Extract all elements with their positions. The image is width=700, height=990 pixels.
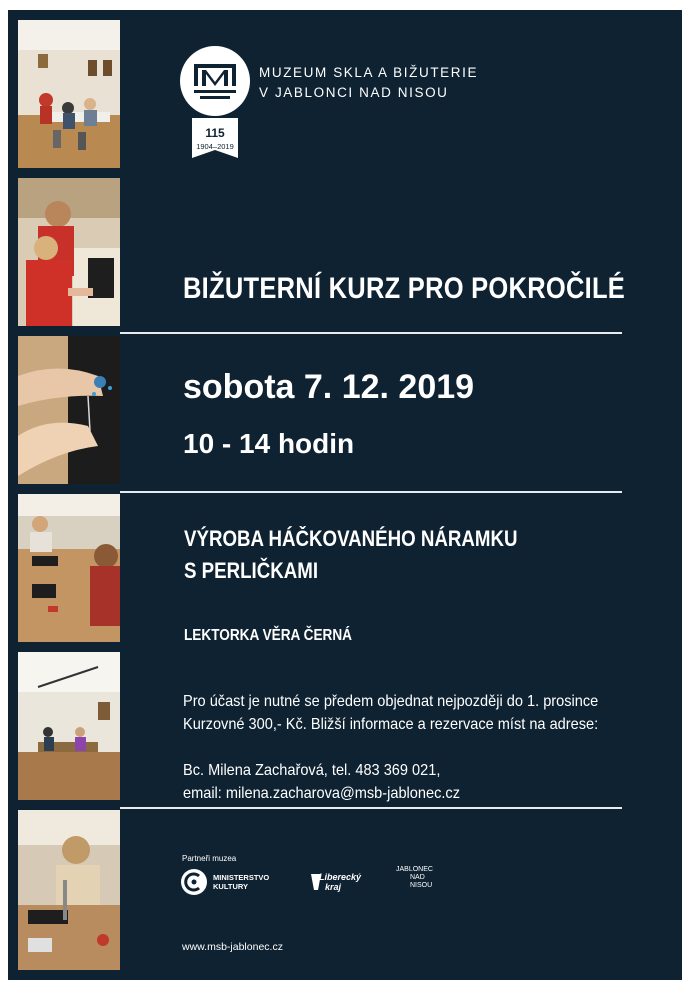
- poster: [8, 10, 682, 980]
- museum-name: [259, 63, 478, 103]
- divider: [120, 491, 622, 493]
- region-line1: Liberecký: [319, 872, 362, 882]
- info-line2: Kurzovné 300,- Kč. Bližší informace a rezervace míst na adrese:: [183, 716, 599, 733]
- ministry-line1: MINISTERSTVO: [213, 873, 270, 882]
- city-line3: NISOU: [410, 882, 433, 889]
- info-text: [183, 690, 598, 805]
- anniversary-number: 115: [205, 126, 225, 140]
- divider: [120, 807, 622, 809]
- divider: [120, 332, 622, 334]
- region-line2: kraj: [325, 882, 342, 892]
- website-link[interactable]: www.msb-jablonec.cz: [182, 941, 283, 953]
- partners-label: Partneři muzea: [182, 854, 237, 863]
- hands-beading-photo: [18, 336, 120, 484]
- workshop-name: [184, 523, 517, 587]
- museum-name-line1: MUZEUM SKLA A BIŽUTERIE: [259, 65, 479, 80]
- museum-name-line2: V JABLONCI NAD NISOU: [259, 85, 449, 100]
- lecturer: LEKTORKA VĚRA ČERNÁ: [184, 627, 352, 644]
- event-title: BIŽUTERNÍ KURZ PRO POKROČILÉ: [183, 272, 626, 305]
- event-date: sobota 7. 12. 2019: [183, 368, 475, 406]
- ministry-emblem-icon: [180, 868, 208, 896]
- anniversary-years: 1904–2019: [196, 142, 234, 151]
- city-line1: JABLONEC: [396, 866, 433, 873]
- women-beading-photo: [18, 178, 120, 326]
- gallery-room-photo: [18, 652, 120, 800]
- contact-email[interactable]: email: milena.zacharova@msb-jablonec.cz: [183, 785, 460, 802]
- workshop-room-photo: [18, 20, 120, 168]
- info-line1: Pro účast je nutné se předem objednat nejpozději do 1. prosince: [183, 693, 599, 710]
- ministry-line2: KULTURY: [213, 882, 248, 891]
- contact-line1: Bc. Milena Zachařová, tel. 483 369 021,: [183, 762, 441, 779]
- workshop-line1: VÝROBA HÁČKOVANÉHO NÁRAMKU: [184, 526, 518, 551]
- woman-at-bench-photo: [18, 810, 120, 970]
- table-workshop-photo: [18, 494, 120, 642]
- event-time: 10 - 14 hodin: [183, 428, 355, 459]
- workshop-line2: S PERLIČKAMI: [184, 558, 319, 583]
- city-line2: NAD: [410, 874, 425, 881]
- museum-logo: [180, 46, 250, 169]
